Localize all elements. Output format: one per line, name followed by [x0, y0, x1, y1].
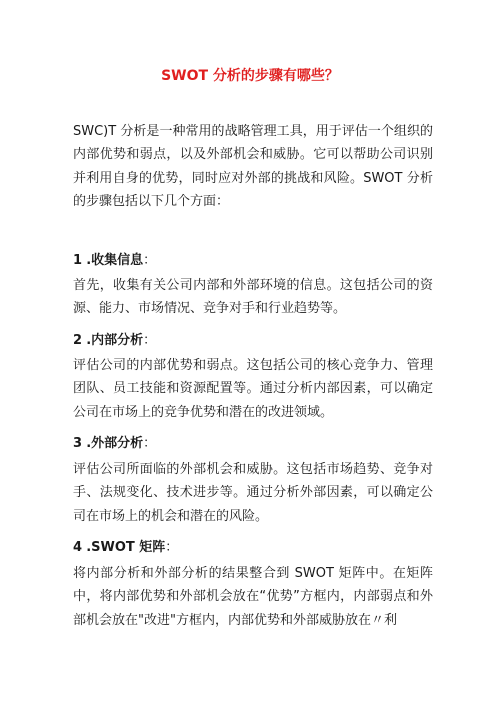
section-label: .内部分析 [86, 333, 144, 348]
section-body-2: 评估公司的内部优势和弱点。这包括公司的核心竞争力、管理团队、员工技能和资源配置等。通过分析内部因素，可以确定公司在市场上的竞争优势和潜在的改进领域。 [73, 358, 433, 420]
section-heading-3 [73, 432, 433, 455]
section-number: 2 [73, 333, 83, 348]
section-heading-2 [73, 329, 433, 352]
section-colon: ： [165, 540, 179, 555]
page-title: SWOT 分析的步骤有哪些？ [161, 68, 339, 84]
section-number: 1 [73, 253, 83, 268]
section-colon: ： [143, 333, 157, 348]
section-label: .SWOT 矩阵 [86, 540, 166, 555]
section-colon: ： [143, 436, 157, 451]
section-body-1: 首先，收集有关公司内部和外部环境的信息。这包括公司的资源、能力、市场情况、竞争对手和行业趋势等。 [73, 278, 433, 317]
section-body-3: 评估公司所面临的外部机会和威胁。这包括市场趋势、竞争对手、法规变化、技术进步等。通过分析外部因素，可以确定公司在市场上的机会和潜在的风险。 [73, 462, 433, 524]
section-label: .外部分析 [86, 436, 144, 451]
section-heading-1 [73, 249, 433, 272]
intro-paragraph: SWC)T 分析是一种常用的战略管理工具，用于评估一个组织的内部优势和弱点，以及外部机会和威胁。它可以帮助公司识别并利用自身的优势，同时应对外部的挑战和风险。SWOT 分析的步骤包括以下几个方面： [73, 124, 433, 209]
section-number: 4 [73, 540, 83, 555]
section-body-4: 将内部分析和外部分析的结果整合到 SWOT 矩阵中。在矩阵中，将内部优势和外部机会放在“优势”方框内，内部弱点和外部机会放在"改进"方框内，内部优势和外部威胁放在〃利 [73, 566, 433, 628]
section-label: .收集信息 [86, 253, 144, 268]
section-number: 3 [73, 436, 83, 451]
section-colon: ： [143, 253, 157, 268]
section-heading-4 [73, 536, 433, 559]
